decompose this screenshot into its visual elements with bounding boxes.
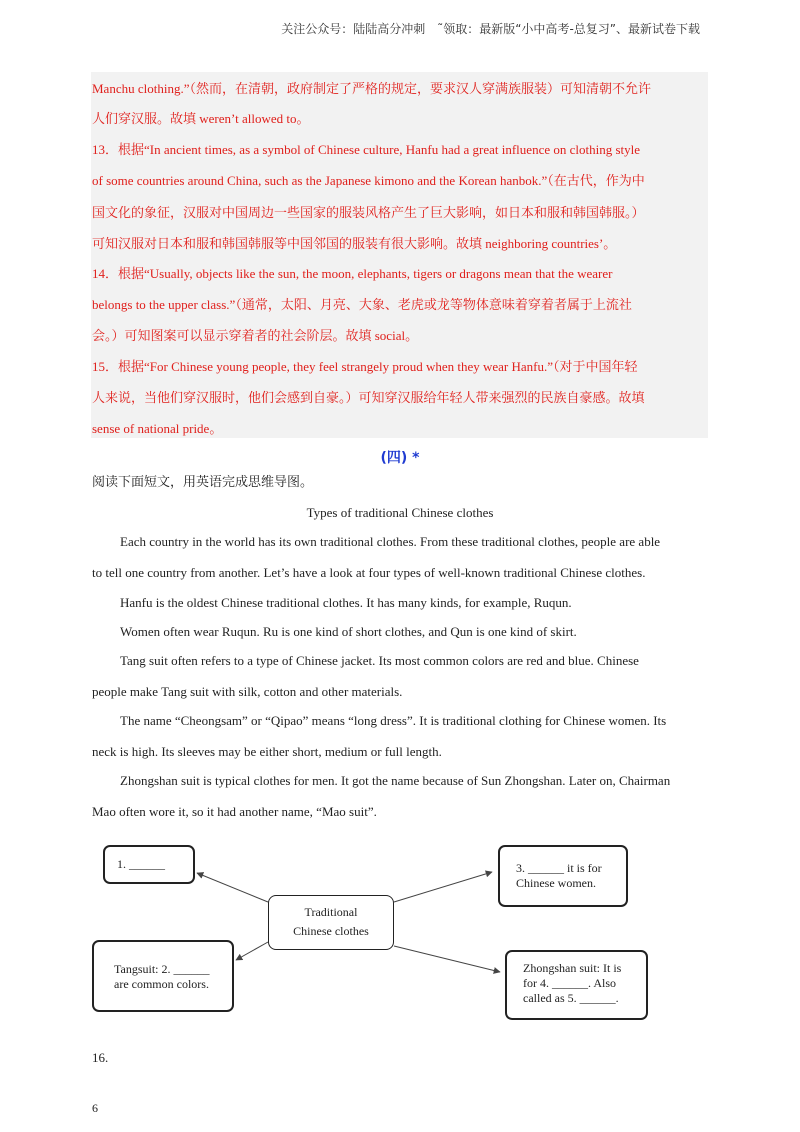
mindmap-center-node	[268, 895, 394, 950]
answer-line: 14．根据“Usually, objects like the sun, the moon, elephants, tigers or dragons mean that the wearer	[92, 266, 613, 281]
box3-line: 3. ______ it is for	[516, 861, 602, 875]
answer-line: Manchu clothing.”（然而，在清朝，政府制定了严格的规定，要求汉人穿满族服装）可知清朝不允许	[92, 81, 651, 96]
mindmap-box-2	[92, 940, 234, 1012]
mindmap-box-4	[505, 950, 648, 1020]
passage-line: Each country in the world has its own traditional clothes. From these traditional clothes, people are able	[120, 534, 661, 549]
box2-line: Tangsuit: 2. ______	[114, 962, 210, 976]
answer-line: of some countries around China, such as the Japanese kimono and the Korean hanbok.”（在古代，作为中	[92, 173, 645, 188]
center-node-line: Chinese clothes	[293, 924, 369, 938]
answer-line: 15．根据“For Chinese young people, they feel strangely proud when they wear Hanfu.”（对于中国年轻	[92, 359, 638, 374]
instruction: 阅读下面短文，用英语完成思维导图。	[92, 475, 314, 490]
question-label: 16.	[92, 1050, 109, 1065]
passage-line: to tell one country from another. Let’s have a look at four types of well-known traditional Chinese clothes.	[92, 565, 646, 580]
passage-line: Tang suit often refers to a type of Chinese jacket. Its most common colors are red and blue. Chinese	[120, 653, 639, 668]
page-number: 6	[92, 1101, 98, 1115]
passage-line: Hanfu is the oldest Chinese traditional clothes. It has many kinds, for example, Ruqun.	[120, 595, 572, 610]
box1-text: 1. ______	[117, 857, 165, 871]
page-header: 关注公众号：陆陆高分冲刺 ˜领取：最新版“小中高考-总复习”、最新试卷下载	[281, 22, 700, 36]
box2-line: are common colors.	[114, 977, 209, 991]
arrow-to-box1	[197, 873, 268, 902]
answer-line: 国文化的象征，汉服对中国周边一些国家的服装风格产生了巨大影响，如日本和服和韩国韩服。）	[92, 205, 645, 220]
section-title: (四) *	[380, 450, 420, 466]
box3-line: Chinese women.	[516, 876, 596, 890]
arrow-to-box4	[394, 946, 500, 972]
passage-title: Types of traditional Chinese clothes	[306, 505, 494, 520]
answer-line: 可知汉服对日本和服和韩国韩服等中国邻国的服装有很大影响。故填 neighboring countries’。	[92, 236, 617, 251]
arrow-to-box3	[394, 872, 492, 902]
mindmap-box-1	[103, 845, 195, 884]
passage-line: Mao often wore it, so it had another name, “Mao suit”.	[92, 804, 377, 819]
passage-line: Zhongshan suit is typical clothes for men. It got the name because of Sun Zhongshan. Later on, Chairman	[120, 773, 671, 788]
answer-line: sense of national pride。	[92, 421, 223, 436]
passage-line: The name “Cheongsam” or “Qipao” means “long dress”. It is traditional clothing for Chinese women. Its	[120, 713, 667, 728]
arrow-to-box2	[236, 942, 268, 960]
answer-line: 13．根据“In ancient times, as a symbol of Chinese culture, Hanfu had a great influence on clothing style	[92, 142, 641, 157]
passage-line: people make Tang suit with silk, cotton and other materials.	[92, 684, 403, 699]
answer-line: 人来说，当他们穿汉服时，他们会感到自豪。）可知穿汉服给年轻人带来强烈的民族自豪感。故填	[92, 390, 645, 405]
center-node-line: Traditional	[304, 905, 358, 919]
passage-line: Women often wear Ruqun. Ru is one kind of short clothes, and Qun is one kind of skirt.	[120, 624, 577, 639]
answer-line: 会。）可知图案可以显示穿着者的社会阶层。故填 social。	[92, 328, 419, 343]
box4-line: for 4. ______. Also	[523, 976, 616, 990]
box4-line: Zhongshan suit: It is	[523, 961, 622, 975]
box4-line: called as 5. ______.	[523, 991, 619, 1005]
answer-line: belongs to the upper class.”（通常，太阳、月亮、大象、老虎或龙等物体意味着穿着者属于上流社	[92, 297, 632, 312]
mindmap-box-3	[498, 845, 628, 907]
passage-line: neck is high. Its sleeves may be either short, medium or full length.	[92, 744, 442, 759]
answer-line: 人们穿汉服。故填 weren’t allowed to。	[92, 111, 310, 126]
